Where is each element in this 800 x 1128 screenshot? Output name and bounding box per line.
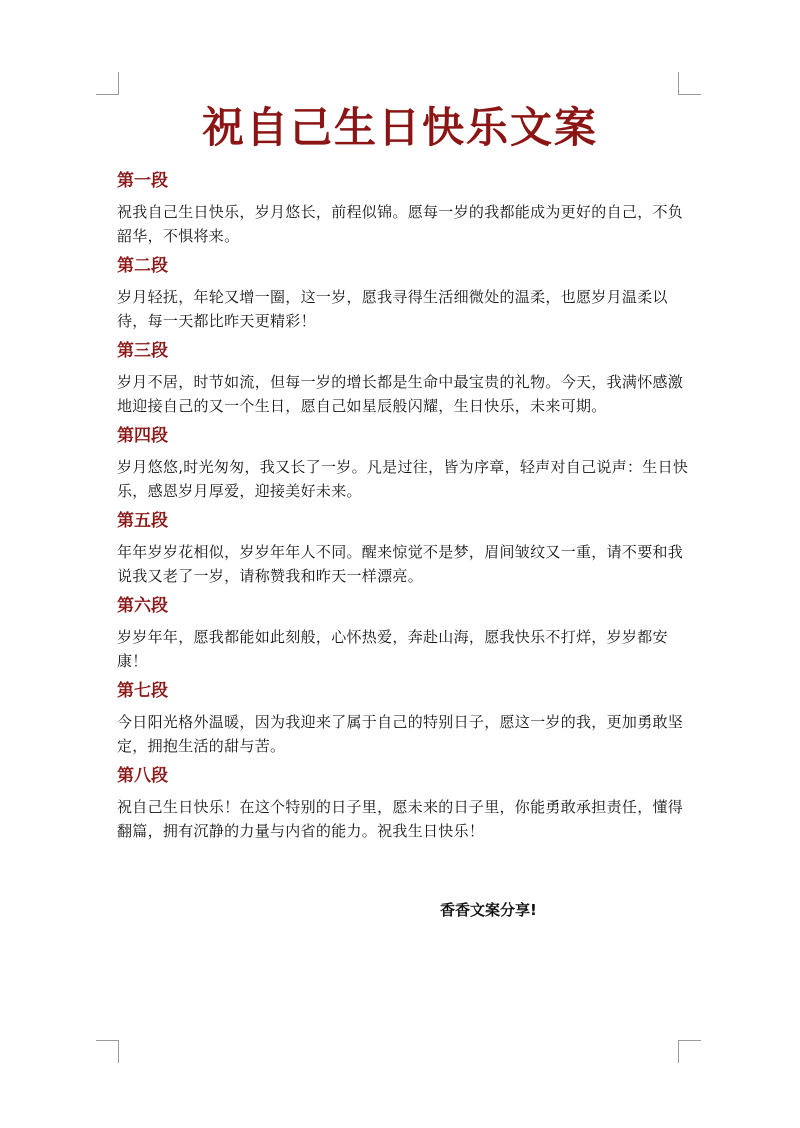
section-3 [117,338,692,423]
section-body: 岁岁年年，愿我都能如此刻般，心怀热爱，奔赴山海，愿我快乐不打烊，岁岁都安康！ [117,628,668,670]
crop-mark-bottom-left [96,1040,119,1063]
section-heading: 第八段 [117,766,168,786]
crop-mark-bottom-right [678,1040,701,1063]
section-7 [117,678,692,763]
section-5 [117,508,692,593]
section-heading: 第三段 [117,341,168,361]
section-8 [117,763,692,848]
section-4 [117,423,692,508]
section-body: 今日阳光格外温暖，因为我迎来了属于自己的特别日子，愿这一岁的我，更加勇敢坚定，拥抱生活的甜与苦。 [117,713,684,755]
section-body: 岁月悠悠,时光匆匆，我又长了一岁。凡是过往，皆为序章，轻声对自己说声：生日快乐，感恩岁月厚爱，迎接美好未来。 [117,458,689,500]
section-heading: 第二段 [117,256,168,276]
section-heading: 第四段 [117,426,168,446]
section-heading: 第五段 [117,511,168,531]
signature: 香香文案分享! [440,901,537,919]
section-1 [117,168,692,253]
crop-mark-top-left [96,72,119,95]
section-heading: 第一段 [117,171,168,191]
section-heading: 第七段 [117,681,168,701]
section-6 [117,593,692,678]
section-2 [117,253,692,338]
section-body: 岁月不居，时节如流，但每一岁的增长都是生命中最宝贵的礼物。今天，我满怀感激地迎接自己的又一个生日，愿自己如星辰般闪耀，生日快乐，未来可期。 [117,373,684,415]
section-body: 岁月轻抚，年轮又增一圈，这一岁，愿我寻得生活细微处的温柔，也愿岁月温柔以待，每一天都比昨天更精彩！ [117,288,668,330]
section-body: 年年岁岁花相似，岁岁年年人不同。醒来惊觉不是梦，眉间皱纹又一重，请不要和我说我又老了一岁，请称赞我和昨天一样漂亮。 [117,543,684,585]
section-heading: 第六段 [117,596,168,616]
section-body: 祝我自己生日快乐，岁月悠长，前程似锦。愿每一岁的我都能成为更好的自己，不负韶华，不惧将来。 [117,203,684,245]
crop-mark-top-right [678,72,701,95]
document-title: 祝自己生日快乐文案 [201,103,598,152]
sections-list [117,168,692,848]
section-body: 祝自己生日快乐！在这个特别的日子里，愿未来的日子里，你能勇敢承担责任，懂得翻篇，拥有沉静的力量与内省的能力。祝我生日快乐！ [117,798,684,840]
